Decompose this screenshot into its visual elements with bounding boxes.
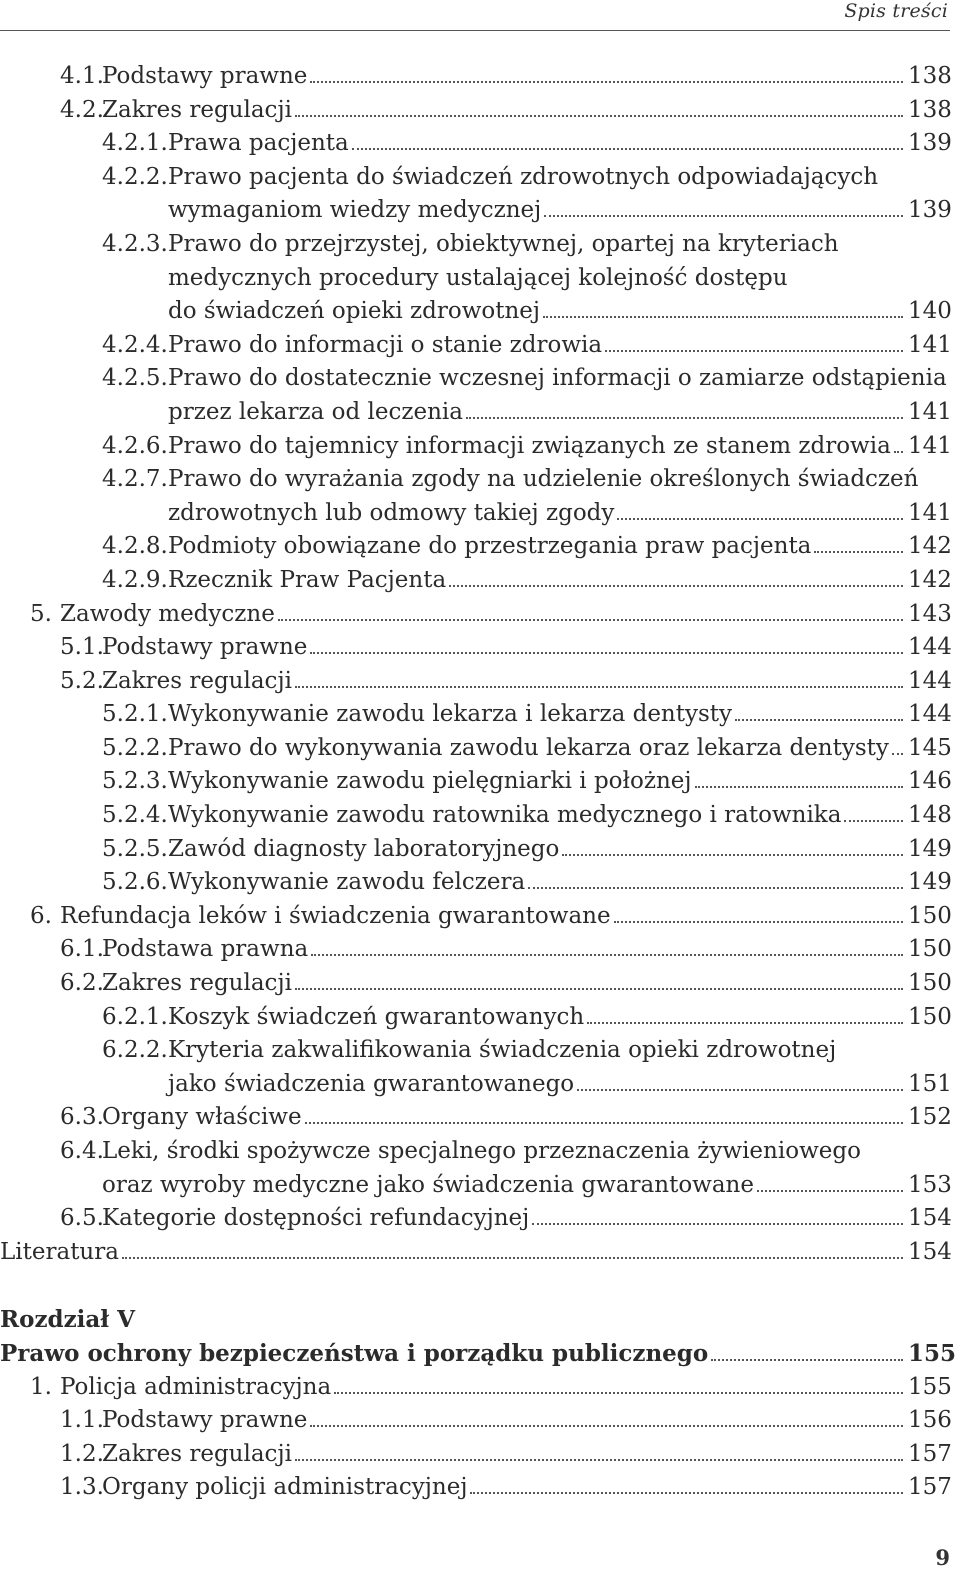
dot-leader: [311, 954, 903, 956]
toc-page-number: 141: [908, 398, 952, 425]
toc-entry-line: [168, 698, 950, 732]
toc-entry-number: 5.2.6.: [102, 869, 168, 896]
dot-leader: [310, 1425, 903, 1427]
toc-entry-title: [168, 362, 950, 429]
toc-entry-line: [168, 530, 950, 564]
toc-entry-text: Prawo do przejrzystej, obiektywnej, opartej na kryteriach: [168, 230, 839, 257]
toc-entry-text: Wykonywanie zawodu felczera: [168, 869, 526, 896]
toc-entry-title: [168, 799, 950, 833]
toc-entry-text: jako świadczenia gwarantowanego: [168, 1070, 575, 1097]
toc-entry-title: [168, 228, 950, 329]
toc-entry-number: 4.2.8.: [102, 533, 168, 560]
toc-entry-number: 1.3.: [60, 1474, 104, 1501]
dot-leader: [757, 1190, 903, 1192]
toc-entry-title: [102, 60, 950, 94]
toc-entry-title: [102, 933, 950, 967]
toc-entry-title: [168, 1001, 950, 1035]
toc-entry[interactable]: [0, 94, 950, 128]
toc-entry-text: Podstawy prawne: [102, 1407, 308, 1434]
toc-entry-text: Prawo pacjenta do świadczeń zdrowotnych odpowiadających: [168, 163, 879, 190]
dot-leader: [735, 719, 903, 721]
toc-entry-line: [168, 799, 950, 833]
toc-entry-line: [168, 295, 950, 329]
toc-entry[interactable]: [0, 933, 950, 967]
toc-entry-line: [60, 900, 950, 934]
toc-entry-line: [102, 1471, 950, 1505]
toc-entry[interactable]: [0, 530, 950, 564]
dot-leader: [617, 518, 903, 520]
toc-entry-text: do świadczeń opieki zdrowotnej: [168, 298, 541, 325]
toc-entry-text: Prawo do wykonywania zawodu lekarza oraz lekarza dentysty: [168, 734, 889, 761]
toc-page-number: 150: [908, 936, 952, 963]
toc-entry-line: [168, 564, 950, 598]
dot-leader: [892, 753, 903, 755]
toc-entry-text: Rzecznik Praw Pacjenta: [168, 566, 447, 593]
toc-entry[interactable]: [0, 1337, 957, 1371]
toc-entry-text: Prawa pacjenta: [168, 130, 349, 157]
toc-entry-text: Organy policji administracyjnej: [102, 1474, 468, 1501]
toc-entry[interactable]: [0, 362, 950, 429]
toc-entry-text: Podstawy prawne: [102, 63, 308, 89]
dot-leader: [352, 148, 903, 150]
toc-entry-text: Wykonywanie zawodu pielęgniarki i położnej: [168, 768, 692, 795]
toc-entry-title: [60, 1371, 950, 1405]
toc-entry-title: [102, 665, 950, 699]
toc-entry-text: medycznych procedury ustalającej kolejność dostępu: [168, 264, 788, 291]
toc-entry-number: 5.2.2.: [102, 734, 168, 761]
dot-leader: [466, 417, 903, 419]
toc-entry-text: Prawo ochrony bezpieczeństwa i porządku publicznego: [0, 1339, 709, 1367]
dot-leader: [295, 988, 903, 990]
toc-page-number: 156: [908, 1407, 952, 1434]
toc-entry[interactable]: [0, 665, 950, 699]
toc-entry-number: 1.: [30, 1373, 52, 1400]
toc-entry-line: [168, 194, 950, 228]
toc-entry-number: 4.1.: [60, 63, 104, 89]
toc-entry-title: [168, 530, 950, 564]
dot-leader: [278, 619, 903, 621]
dot-leader: [310, 652, 903, 654]
toc-entry[interactable]: [0, 866, 950, 900]
toc-entry[interactable]: [0, 1236, 950, 1270]
toc-entry-title: [0, 1337, 957, 1371]
toc-entry-line: [102, 1169, 950, 1203]
toc-page-number: 150: [908, 970, 952, 997]
toc-page-number: 150: [908, 902, 952, 929]
toc-entry-text: oraz wyroby medyczne jako świadczenia gwarantowane: [102, 1171, 754, 1198]
toc-entry[interactable]: [0, 463, 950, 530]
dot-leader: [295, 686, 903, 688]
toc-entry-line: [102, 1202, 950, 1236]
toc-entry-number: 6.4.: [60, 1138, 104, 1165]
dot-leader: [334, 1392, 903, 1394]
toc-section-list: [0, 60, 950, 1269]
toc-entry-text: Zakres regulacji: [102, 667, 292, 694]
toc-entry-text: Zakres regulacji: [102, 1440, 292, 1467]
toc-entry-line: [0, 1236, 950, 1270]
toc-entry-text: Prawo do tajemnicy informacji związanych ze stanem zdrowia: [168, 432, 891, 459]
toc-entry-number: 4.2.3.: [102, 230, 168, 257]
toc-entry-line: [102, 1101, 950, 1135]
dot-leader: [295, 115, 903, 117]
toc-entry-number: 4.2.5.: [102, 365, 168, 392]
toc-entry[interactable]: [0, 833, 950, 867]
toc-page-number: 152: [908, 1104, 952, 1131]
toc-entry-title: [60, 598, 950, 632]
toc-entry-text: Wykonywanie zawodu ratownika medycznego i ratownika: [168, 802, 842, 829]
toc-entry-title: [168, 430, 950, 464]
toc-entry-text: Refundacja leków i świadczenia gwarantowane: [60, 902, 611, 929]
toc-entry-line: [168, 732, 950, 766]
toc-entry-text: zdrowotnych lub odmowy takiej zgody: [168, 499, 615, 526]
toc-entry-number: 6.5.: [60, 1205, 104, 1232]
dot-leader: [562, 854, 903, 856]
toc-page-number: 157: [908, 1440, 952, 1467]
toc-entry-line: [168, 497, 950, 531]
toc-page-number: 155: [908, 1339, 957, 1367]
dot-leader: [295, 1459, 903, 1461]
toc-entry-title: [168, 1034, 950, 1101]
toc-page-number: 154: [908, 1205, 952, 1232]
toc-entry-text: Organy właściwe: [102, 1104, 302, 1131]
toc-page-number: 140: [908, 298, 952, 325]
dot-leader: [814, 551, 903, 553]
toc-entry-line: [102, 94, 950, 128]
dot-leader: [470, 1492, 903, 1494]
toc-entry-title: [102, 1202, 950, 1236]
chapter-label-row: [0, 1303, 950, 1337]
toc-entry-line: [102, 665, 950, 699]
toc-entry-line: [168, 1034, 950, 1068]
toc-entry-title: [0, 1236, 950, 1270]
toc-entry-number: 4.2.2.: [102, 163, 168, 190]
dot-leader: [577, 1089, 903, 1091]
dot-leader: [695, 786, 904, 788]
dot-leader: [844, 820, 903, 822]
toc-page-number: 155: [908, 1373, 952, 1400]
toc-entry-number: 4.2.: [60, 96, 104, 123]
toc-entry-number: 4.2.4.: [102, 331, 168, 358]
toc-entry-number: 6.2.1.: [102, 1003, 168, 1030]
toc-page-number: 144: [908, 634, 952, 661]
toc-page-number: 141: [908, 432, 952, 459]
toc-page-number: 139: [908, 130, 952, 157]
toc-entry[interactable]: [0, 430, 950, 464]
toc-page-number: 149: [908, 869, 952, 896]
toc-page-number: 157: [908, 1474, 952, 1501]
toc-entry-line: [168, 866, 950, 900]
toc-entry[interactable]: [0, 799, 950, 833]
toc-entry[interactable]: [0, 127, 950, 161]
toc-entry-line: [168, 228, 950, 262]
toc-entry-line: [168, 833, 950, 867]
toc-entry[interactable]: [0, 765, 950, 799]
toc-entry-text: Prawo do informacji o stanie zdrowia: [168, 331, 603, 358]
toc-entry-number: 5.2.5.: [102, 835, 168, 862]
toc-entry[interactable]: [0, 161, 950, 228]
toc-entry-title: [102, 1101, 950, 1135]
dot-leader: [310, 81, 903, 83]
toc-entry[interactable]: [0, 1202, 950, 1236]
toc-entry-text: Kryteria zakwalifikowania świadczenia opieki zdrowotnej: [168, 1037, 837, 1064]
toc-entry-title: [102, 1471, 950, 1505]
dot-leader: [711, 1359, 903, 1361]
toc-page-number: 150: [908, 1003, 952, 1030]
toc-entry-text: Leki, środki spożywcze specjalnego przeznaczenia żywieniowego: [102, 1138, 861, 1165]
toc-entry-line: [102, 1135, 950, 1169]
toc-entry[interactable]: [0, 598, 950, 632]
toc-entry-line: [168, 765, 950, 799]
toc-entry-number: 5.: [30, 600, 52, 627]
dot-leader: [587, 1022, 903, 1024]
toc-entry-text: Kategorie dostępności refundacyjnej: [102, 1205, 530, 1232]
toc-entry[interactable]: [0, 1135, 950, 1202]
toc-entry-text: Wykonywanie zawodu lekarza i lekarza dentysty: [168, 701, 733, 728]
toc-entry-line: [168, 262, 950, 296]
toc-entry-line: [60, 598, 950, 632]
toc-entry-number: 1.2.: [60, 1440, 104, 1467]
toc-entry-text: Literatura: [0, 1238, 119, 1265]
toc-page-number: 149: [908, 835, 952, 862]
dot-leader: [605, 350, 903, 352]
running-header: [0, 0, 950, 31]
toc-page-number: 144: [908, 701, 952, 728]
toc-entry-title: [168, 127, 950, 161]
toc-entry-line: [0, 1337, 957, 1371]
toc-entry-line: [102, 1404, 950, 1438]
toc-entry[interactable]: [0, 228, 950, 329]
toc-page-number: 138: [908, 96, 952, 123]
toc-page-number: 142: [908, 566, 952, 593]
dot-leader: [122, 1257, 903, 1259]
toc-entry-title: [168, 564, 950, 598]
toc-entry-text: Prawo do wyrażania zgody na udzielenie określonych świadczeń: [168, 466, 919, 493]
toc-chapter-list: [0, 1337, 957, 1505]
toc-entry-number: 4.2.7.: [102, 466, 168, 493]
toc-entry-text: Zawody medyczne: [60, 600, 275, 627]
toc-entry-title: [102, 967, 950, 1001]
dot-leader: [528, 887, 903, 889]
toc-entry-line: [168, 329, 950, 363]
table-of-contents: [0, 60, 957, 1505]
toc-entry-title: [168, 833, 950, 867]
toc-entry[interactable]: [0, 564, 950, 598]
toc-page-number: 153: [908, 1171, 952, 1198]
toc-entry-title: [60, 900, 950, 934]
toc-entry-number: 5.2.4.: [102, 802, 168, 829]
toc-entry-text: Podmioty obowiązane do przestrzegania praw pacjenta: [168, 533, 812, 560]
toc-page-number: 144: [908, 667, 952, 694]
toc-entry-title: [168, 765, 950, 799]
toc-entry-line: [168, 161, 950, 195]
toc-entry-number: 4.2.1.: [102, 130, 168, 157]
toc-entry-line: [168, 127, 950, 161]
toc-entry[interactable]: [0, 1001, 950, 1035]
toc-entry[interactable]: [0, 1034, 950, 1101]
toc-entry-text: Podstawy prawne: [102, 634, 308, 661]
toc-entry-title: [168, 161, 950, 228]
toc-page-number: 143: [908, 600, 952, 627]
toc-entry-number: 5.1.: [60, 634, 104, 661]
toc-entry-number: 6.: [30, 902, 52, 929]
toc-entry[interactable]: [0, 900, 950, 934]
toc-entry-number: 6.2.: [60, 970, 104, 997]
toc-entry-line: [102, 967, 950, 1001]
page-number: 9: [935, 1545, 950, 1570]
toc-entry-line: [102, 631, 950, 665]
dot-leader: [614, 921, 903, 923]
chapter-label: Rozdział V: [0, 1306, 136, 1334]
toc-entry-line: [102, 1438, 950, 1472]
toc-page-number: 139: [908, 197, 952, 224]
toc-entry-number: 5.2.1.: [102, 701, 168, 728]
toc-entry-title: [168, 463, 950, 530]
toc-entry[interactable]: [0, 698, 950, 732]
toc-entry-line: [168, 430, 950, 464]
toc-page-number: 154: [908, 1238, 952, 1265]
section-gap: [0, 1269, 950, 1303]
dot-leader: [544, 215, 903, 217]
toc-page-number: 145: [908, 734, 952, 761]
toc-entry-title: [168, 732, 950, 766]
toc-entry-text: przez lekarza od leczenia: [168, 398, 463, 425]
toc-entry-title: [102, 1404, 950, 1438]
toc-entry-text: wymaganiom wiedzy medycznej: [168, 197, 542, 224]
toc-entry-text: Zawód diagnosty laboratoryjnego: [168, 835, 560, 862]
toc-entry-title: [168, 698, 950, 732]
toc-page-number: 141: [908, 499, 952, 526]
toc-entry-line: [102, 60, 950, 94]
toc-entry[interactable]: [0, 967, 950, 1001]
dot-leader: [449, 585, 903, 587]
toc-entry[interactable]: [0, 631, 950, 665]
toc-page-number: 151: [908, 1070, 952, 1097]
toc-entry[interactable]: [0, 1371, 950, 1405]
toc-page-number: 148: [908, 802, 952, 829]
toc-entry-title: [102, 1135, 950, 1202]
toc-page-number: 138: [908, 63, 952, 89]
toc-entry-text: Zakres regulacji: [102, 970, 292, 997]
toc-entry-text: Podstawa prawna: [102, 936, 309, 963]
toc-entry[interactable]: [0, 60, 950, 94]
toc-entry-text: Prawo do dostatecznie wczesnej informacji o zamiarze odstąpienia: [168, 365, 947, 392]
toc-entry[interactable]: [0, 1101, 950, 1135]
dot-leader: [532, 1223, 903, 1225]
toc-page-number: 142: [908, 533, 952, 560]
dot-leader: [305, 1122, 903, 1124]
dot-leader: [543, 316, 903, 318]
toc-entry[interactable]: [0, 329, 950, 363]
toc-entry-line: [168, 463, 950, 497]
toc-entry-number: 4.2.6.: [102, 432, 168, 459]
toc-page-number: 141: [908, 331, 952, 358]
running-header-title: Spis treści: [844, 0, 948, 22]
toc-entry[interactable]: [0, 1404, 950, 1438]
toc-entry-line: [168, 396, 950, 430]
toc-entry-text: Zakres regulacji: [102, 96, 292, 123]
toc-entry-line: [168, 362, 950, 396]
toc-entry-number: 4.2.9.: [102, 566, 168, 593]
toc-entry-line: [168, 1068, 950, 1102]
toc-entry-text: Koszyk świadczeń gwarantowanych: [168, 1003, 585, 1030]
toc-entry[interactable]: [0, 1438, 950, 1472]
toc-entry-line: [102, 933, 950, 967]
toc-entry[interactable]: [0, 732, 950, 766]
toc-page-number: 146: [908, 768, 952, 795]
toc-entry-title: [168, 866, 950, 900]
toc-entry-text: Policja administracyjna: [60, 1373, 332, 1400]
toc-entry-title: [102, 94, 950, 128]
toc-entry-number: 6.3.: [60, 1104, 104, 1131]
toc-entry-line: [60, 1371, 950, 1405]
toc-entry[interactable]: [0, 1471, 950, 1505]
toc-entry-title: [102, 631, 950, 665]
toc-entry-line: [168, 1001, 950, 1035]
toc-entry-number: 5.2.3.: [102, 768, 168, 795]
toc-entry-number: 6.2.2.: [102, 1037, 168, 1064]
toc-entry-number: 6.1.: [60, 936, 104, 963]
dot-leader: [894, 451, 903, 453]
toc-entry-number: 1.1.: [60, 1407, 104, 1434]
toc-entry-title: [102, 1438, 950, 1472]
toc-entry-number: 5.2.: [60, 667, 104, 694]
toc-entry-title: [168, 329, 950, 363]
